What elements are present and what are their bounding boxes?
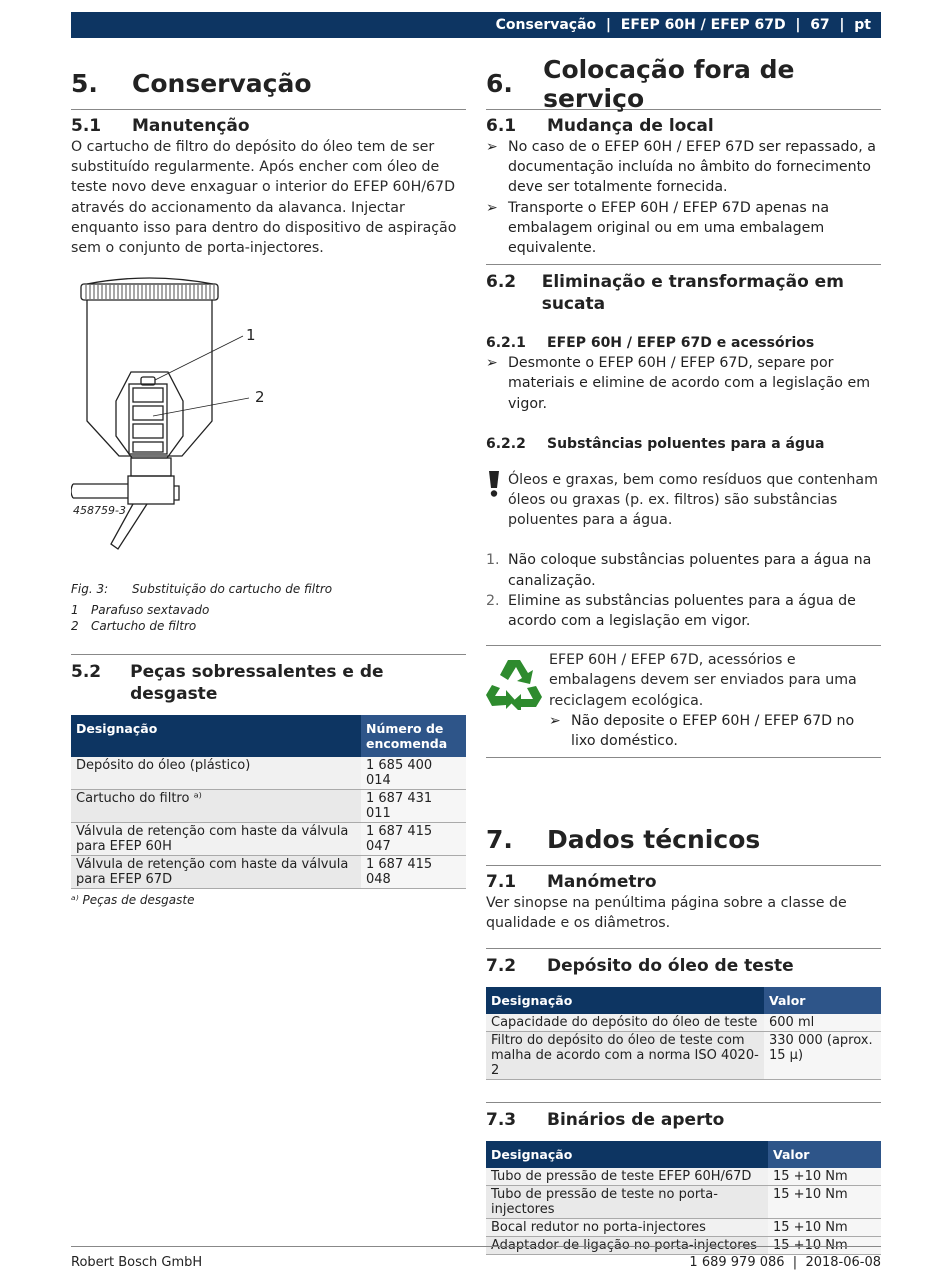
list-item <box>549 711 881 751</box>
filter-cartridge-figure <box>71 276 466 576</box>
section-6-1-heading <box>486 115 881 137</box>
cell-designation: Cartucho do filtro ᵃ⁾ <box>71 790 361 823</box>
section-6-heading <box>486 54 881 113</box>
warning-text: Óleos e graxas, bem como resíduos que contenham óleos ou graxas (p. ex. filtros) são substâncias poluentes para a água. <box>508 471 878 529</box>
cell-designation: Filtro do depósito do óleo de teste com malha de acordo com a norma ISO 4020-2 <box>486 1031 764 1079</box>
step-number: 2. <box>486 592 500 609</box>
arrow-bullet-icon: ➢ <box>549 712 561 729</box>
right-column <box>486 54 881 1255</box>
section-number: 7.3 <box>486 1109 517 1130</box>
warning-notice <box>486 470 881 531</box>
section-title: Eliminação e transformação em sucata <box>541 272 844 315</box>
section-title: Depósito do óleo de teste <box>547 955 794 976</box>
page-header-bar <box>71 12 881 38</box>
arrow-bullet-icon: ➢ <box>486 199 498 216</box>
list-item <box>486 550 881 590</box>
cell-value: 15 +10 Nm <box>768 1168 881 1186</box>
cell-value: 15 +10 Nm <box>768 1218 881 1236</box>
cell-designation: Válvula de retenção com haste da válvula para EFEP 67D <box>71 856 361 889</box>
column-header-order-number: Número de encomenda <box>361 715 466 757</box>
column-header-value: Valor <box>764 987 881 1014</box>
footer-docref: 1 689 979 086 | 2018-06-08 <box>689 1255 881 1270</box>
list-item-text: Não deposite o EFEP 60H / EFEP 67D no lixo doméstico. <box>571 712 855 750</box>
table-row <box>486 1014 881 1032</box>
cell-value: 1 687 431 011 <box>361 790 466 823</box>
column-header-designation: Designação <box>71 715 361 757</box>
cell-value: 1 687 415 047 <box>361 823 466 856</box>
column-header-designation: Designação <box>486 987 764 1014</box>
section-number: 6.2 <box>486 272 517 293</box>
cell-designation: Depósito do óleo (plástico) <box>71 757 361 790</box>
section-7-1-heading <box>486 871 881 893</box>
exclamation-icon <box>486 470 508 531</box>
section-number: 7.1 <box>486 872 517 893</box>
cell-value: 1 685 400 014 <box>361 757 466 790</box>
legend-number: 1 <box>71 603 79 618</box>
section-number: 6. <box>486 69 513 98</box>
section-title: Colocação fora de serviço <box>543 54 795 113</box>
section-number: 7.2 <box>486 955 517 976</box>
list-item <box>486 353 881 414</box>
table-row <box>486 1168 881 1186</box>
table-row <box>486 1031 881 1079</box>
recycling-content <box>549 650 881 751</box>
section-title: EFEP 60H / EFEP 67D e acessórios <box>547 335 815 352</box>
legend-item <box>71 618 466 634</box>
cell-designation: Adaptador de ligação no porta-injectores <box>486 1236 768 1254</box>
section-title: Binários de aperto <box>547 1109 725 1130</box>
left-column <box>71 60 466 907</box>
table-footnote: ᵃ⁾ Peças de desgaste <box>71 893 195 908</box>
list-item <box>486 198 881 259</box>
step-text: Não coloque substâncias poluentes para a água na canalização. <box>508 552 872 589</box>
recycling-notice <box>486 645 881 758</box>
section-title: Manutenção <box>132 116 250 136</box>
callout-1: 1 <box>246 326 256 345</box>
cell-value: 1 687 415 048 <box>361 856 466 889</box>
page-footer <box>71 1246 881 1270</box>
cell-value: 15 +10 Nm <box>768 1236 881 1254</box>
list-item <box>486 137 881 198</box>
callout-2: 2 <box>255 388 265 407</box>
section-number: 7. <box>486 825 513 855</box>
manometer-text: Ver sinopse na penúltima página sobre a classe de qualidade e os diâmetros. <box>486 895 847 932</box>
section-5-2-heading <box>71 654 466 705</box>
figure-legend <box>71 602 466 634</box>
cell-designation: Tubo de pressão de teste no porta-injectores <box>486 1185 768 1218</box>
section-title: Substâncias poluentes para a água <box>547 435 825 452</box>
section-number: 5.2 <box>71 662 102 683</box>
figure-caption-label: Fig. 3: <box>71 582 109 597</box>
section-number: 5.1 <box>71 116 102 136</box>
section-number: 6.2.2 <box>486 435 526 452</box>
recycling-text: EFEP 60H / EFEP 67D, acessórios e embalagens devem ser enviados para uma reciclagem ecológica. <box>549 652 857 709</box>
maintenance-text: O cartucho de filtro do depósito do óleo tem de ser substituído regularmente. Após encher com óleo de teste novo deve enxaguar o interior do EFEP 60H/67D através do accionamento da alavanca. Injectar enquanto isso para dentro do dispositivo de aspiração sem o conjunto de porta-injectores. <box>71 139 457 257</box>
figure-caption <box>71 582 466 596</box>
section-6-2-2-heading <box>486 434 881 454</box>
table-row <box>71 757 466 790</box>
legend-number: 2 <box>71 619 79 634</box>
section-title: Conservação <box>132 69 312 98</box>
step-number: 1. <box>486 552 500 569</box>
list-item <box>486 591 881 631</box>
section-5-heading <box>71 60 466 110</box>
table-row <box>486 1185 881 1218</box>
legend-text: Cartucho de filtro <box>91 619 197 634</box>
cell-designation: Capacidade do depósito do óleo de teste <box>486 1014 764 1032</box>
section-6-2-heading <box>486 264 881 315</box>
section-6-2-1-heading <box>486 333 881 353</box>
step-text: Elimine as substâncias poluentes para a água de acordo com a legislação em vigor. <box>508 592 856 630</box>
section-title: Peças sobressalentes e de desgaste <box>130 662 384 705</box>
list-item-text: Desmonte o EFEP 60H / EFEP 67D, separe por materiais e elimine de acordo com a legislação em vigor. <box>508 355 871 412</box>
list-item-text: No caso de o EFEP 60H / EFEP 67D ser repassado, a documentação incluída no âmbito do fornecimento deve ser totalmente fornecida. <box>508 139 876 196</box>
page-header-text: Conservação | EFEP 60H / EFEP 67D | 67 | pt <box>495 17 871 33</box>
cell-value: 15 +10 Nm <box>768 1185 881 1218</box>
section-title: Dados técnicos <box>547 825 761 855</box>
legend-item <box>71 602 466 618</box>
legend-text: Parafuso sextavado <box>91 603 210 618</box>
section-5-1-heading <box>71 115 466 137</box>
section-7-2-heading <box>486 948 881 977</box>
list-item-text: Transporte o EFEP 60H / EFEP 67D apenas na embalagem original ou em uma embalagem equivalente. <box>508 199 830 257</box>
cell-value: 330 000 (aprox. 15 µ) <box>764 1031 881 1079</box>
cell-designation: Bocal redutor no porta-injectores <box>486 1218 768 1236</box>
table-row <box>71 823 466 856</box>
section-number: 6.1 <box>486 116 517 136</box>
section-7-3-heading <box>486 1102 881 1131</box>
arrow-bullet-icon: ➢ <box>486 355 498 372</box>
cell-value: 600 ml <box>764 1014 881 1032</box>
section-number: 6.2.1 <box>486 335 526 352</box>
oil-tank-illustration <box>71 276 466 576</box>
footer-company: Robert Bosch GmbH <box>71 1255 203 1270</box>
cell-designation: Tubo de pressão de teste EFEP 60H/67D <box>486 1168 768 1186</box>
figure-caption-text: Substituição do cartucho de filtro <box>132 582 333 597</box>
section-title: Mudança de local <box>547 116 714 136</box>
table-row <box>486 1218 881 1236</box>
column-header-value: Valor <box>768 1141 881 1168</box>
disposal-steps <box>486 550 881 631</box>
section-7-heading <box>486 816 881 866</box>
recycle-icon <box>486 650 549 751</box>
section-title: Manómetro <box>547 872 657 893</box>
table-row <box>71 790 466 823</box>
cell-designation: Válvula de retenção com haste da válvula para EFEP 60H <box>71 823 361 856</box>
section-number: 5. <box>71 69 98 98</box>
tightening-torques-table <box>486 1141 881 1255</box>
arrow-bullet-icon: ➢ <box>486 139 498 155</box>
spare-parts-table <box>71 715 466 889</box>
test-oil-tank-table <box>486 987 881 1080</box>
column-header-designation: Designação <box>486 1141 768 1168</box>
figure-reference: 458759-3 <box>73 504 126 518</box>
table-row <box>71 856 466 889</box>
